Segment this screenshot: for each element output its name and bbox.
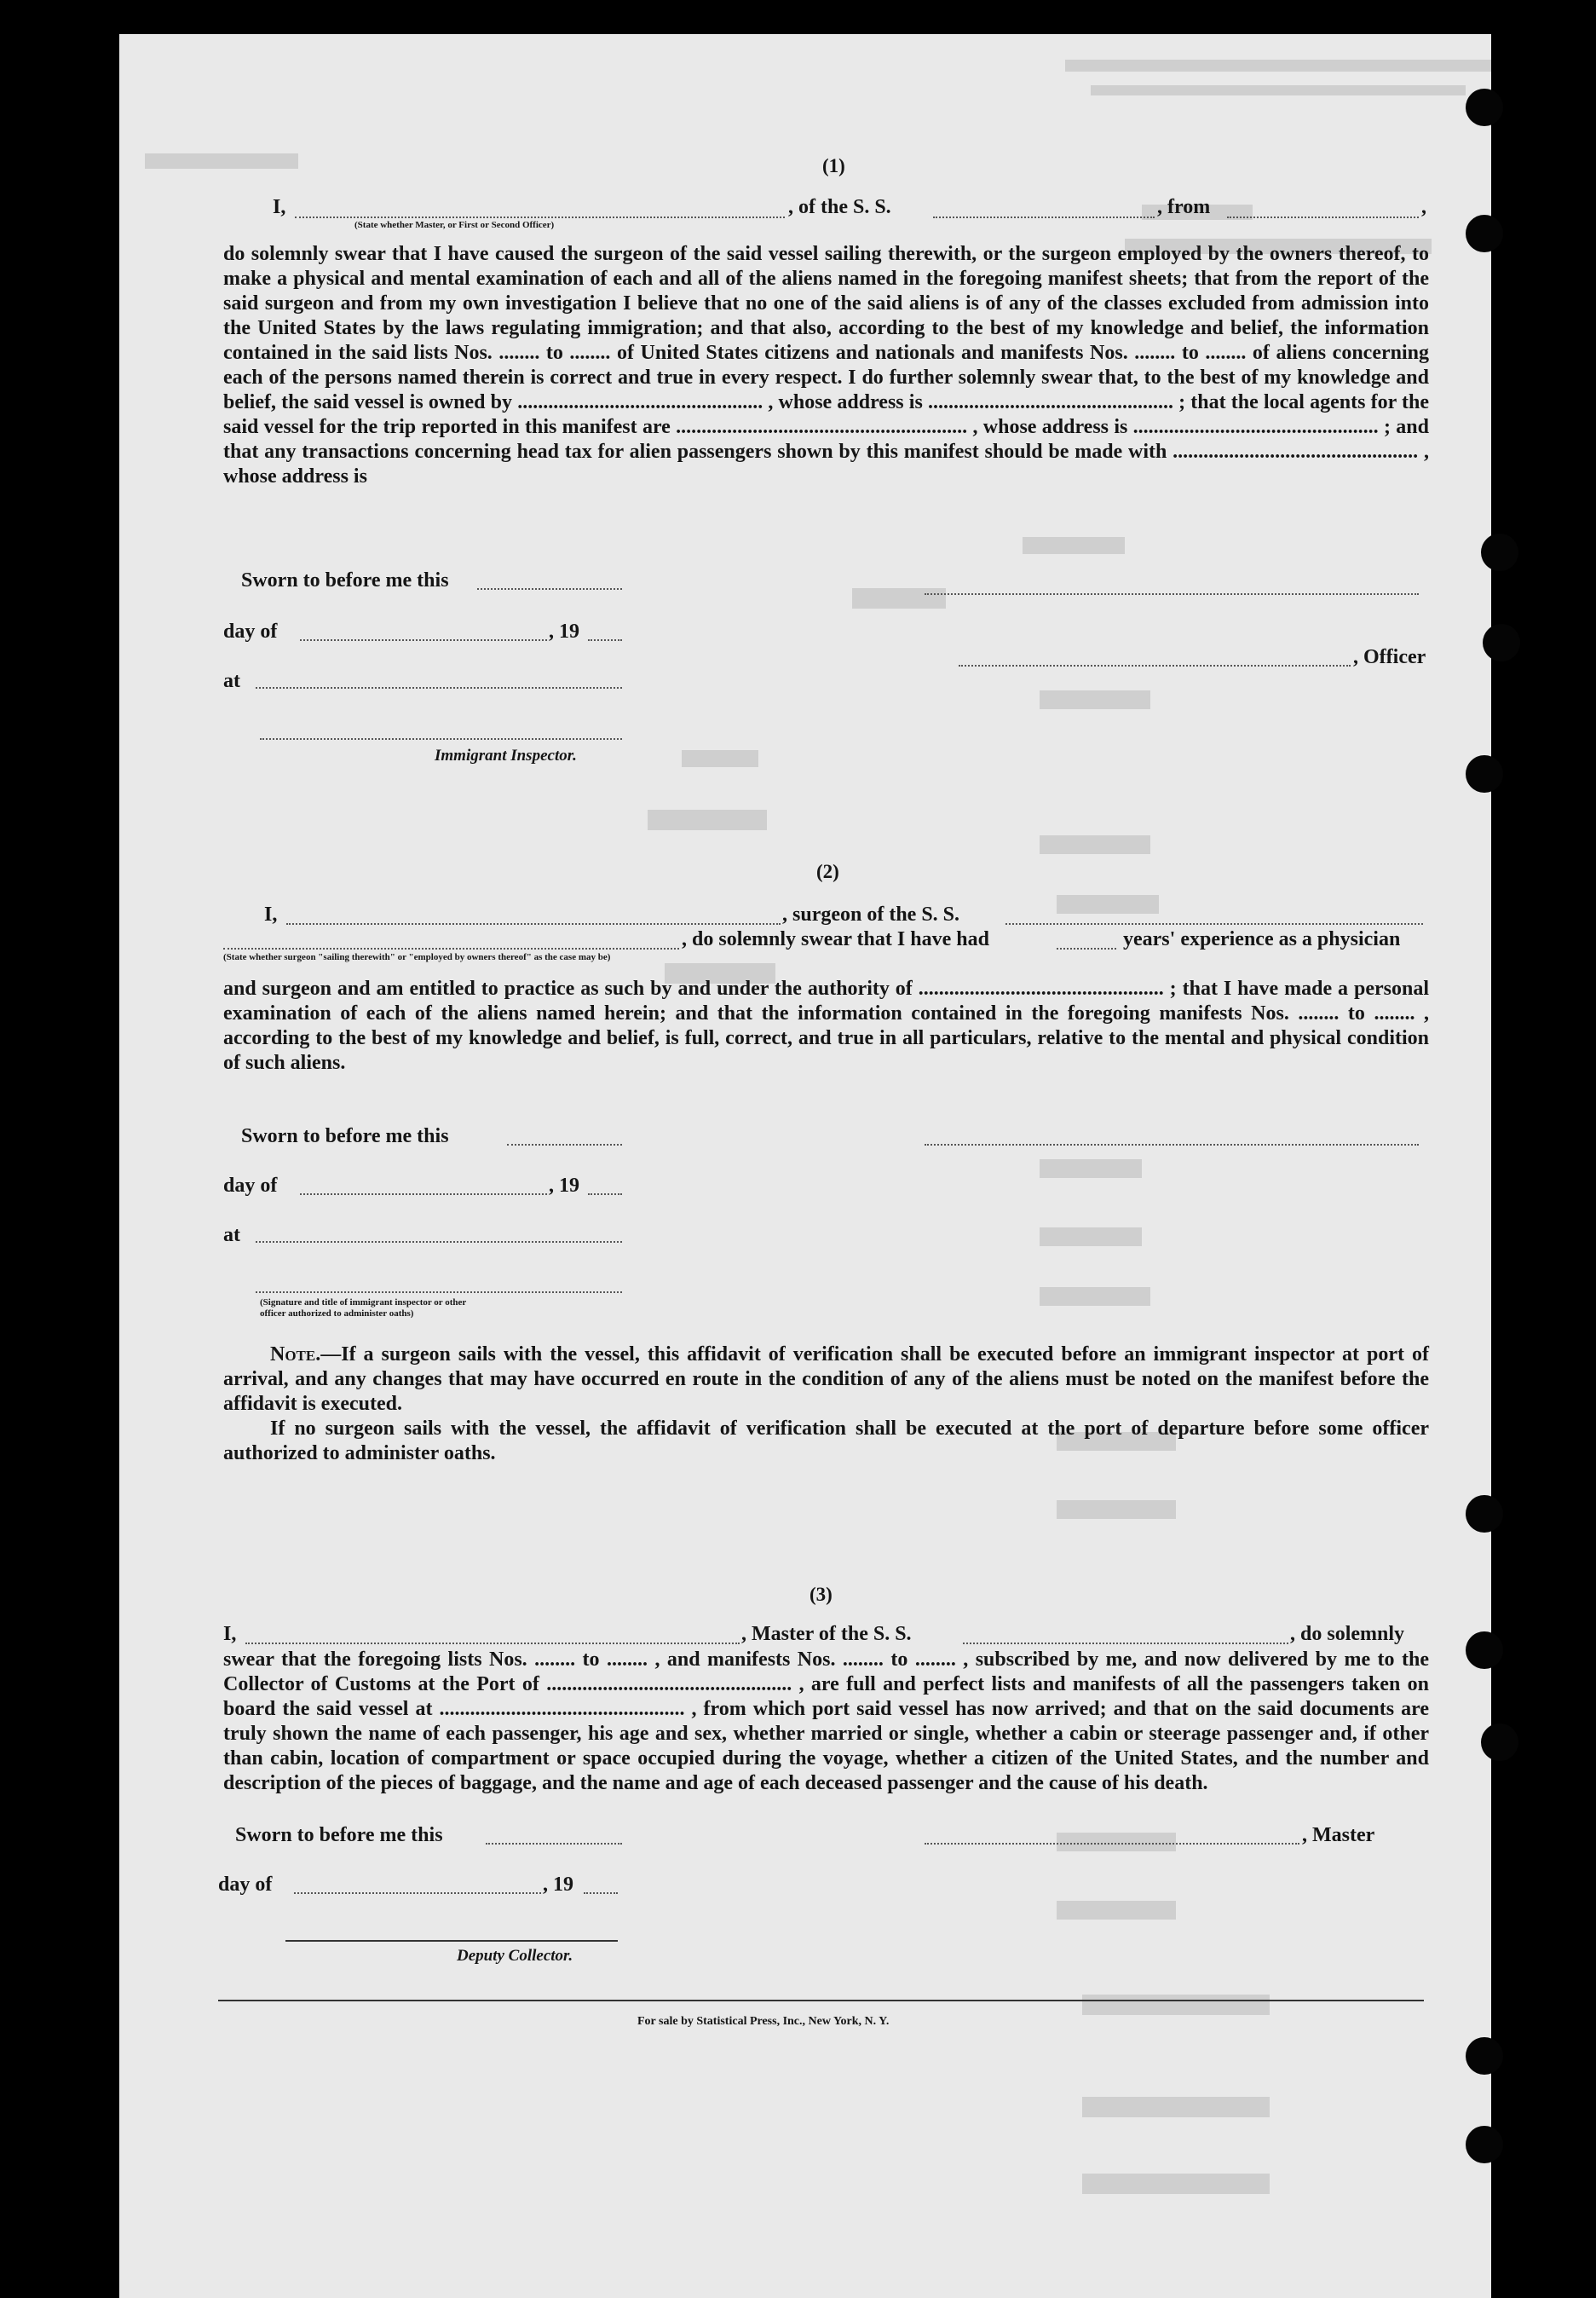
officer-signature-field[interactable] [959, 665, 1351, 667]
years-experience-label: years' experience as a physician [1123, 928, 1401, 950]
surgeon-capacity-note: (State whether surgeon "sailing therewith" or "employed by owners thereof" as the case may be) [223, 952, 611, 962]
section-1-signature-line[interactable] [925, 593, 1419, 595]
section-2-day-of-label: day of [223, 1175, 278, 1197]
section-2-swear-label: , do solemnly swear that I have had [682, 928, 989, 950]
section-2-signature-line[interactable] [925, 1144, 1419, 1146]
manifest-affidavit-page [119, 34, 1491, 2298]
punch-hole [1466, 215, 1503, 252]
section-1-number: (1) [822, 155, 845, 176]
punch-hole [1466, 2037, 1503, 2075]
from-label: , from [1157, 196, 1211, 218]
punch-hole [1466, 1631, 1503, 1669]
section-3-sworn-date-field[interactable] [486, 1843, 622, 1845]
section-1-day-field[interactable] [300, 639, 547, 641]
section-1-i-label: I, [273, 196, 286, 218]
section-2-oath-text: and surgeon and am entitled to practice as such by and under the authority of ................................................ ; that I have made a personal examination of each of the aliens named herein; and that the information contained in the foregoing manifests Nos. ........ to ........ , according to the best of my knowledge and belief, is full, correct, and true in all particulars, relative to the mental and physical condition of such aliens. [223, 978, 1429, 1074]
section-3-number: (3) [810, 1584, 833, 1605]
vessel-name-field[interactable] [933, 217, 1155, 218]
departure-port-field[interactable] [1227, 217, 1419, 218]
section-3-year-label: , 19 [543, 1874, 573, 1896]
section-3-sworn-label: Sworn to before me this [235, 1824, 443, 1846]
section-3-i-label: I, [223, 1623, 237, 1645]
section-1-place-field[interactable] [256, 687, 622, 689]
punch-hole [1466, 1495, 1503, 1533]
section-2-year-field[interactable] [588, 1193, 622, 1195]
vessel-label: , of the S. S. [788, 196, 891, 218]
official-signature-note: (Signature and title of immigrant inspector or other officer authorized to administer oaths) [260, 1297, 467, 1319]
from-comma: , [1421, 196, 1426, 218]
officer-rank-note: (State whether Master, or First or Second Officer) [354, 220, 555, 230]
section-1-sworn-label: Sworn to before me this [241, 569, 449, 592]
section-3-day-of-label: day of [218, 1874, 273, 1896]
section-2-day-field[interactable] [300, 1193, 547, 1195]
note-text-2: If no surgeon sails with the vessel, the affidavit of verification shall be executed at the port of departure before some officer authorized to administer oaths. [223, 1417, 1429, 1464]
footer-rule [218, 2000, 1424, 2001]
master-signature-field[interactable] [925, 1843, 1299, 1845]
section-1-year-field[interactable] [588, 639, 622, 641]
section-2-official-signature-field[interactable] [256, 1291, 622, 1293]
section-2-sworn-label: Sworn to before me this [241, 1125, 449, 1147]
inspector-signature-field[interactable] [260, 738, 622, 740]
officer-rank-field[interactable] [295, 217, 785, 218]
master-name-field[interactable] [245, 1643, 740, 1644]
section-2-year-label: , 19 [549, 1175, 579, 1197]
section-2-number: (2) [816, 861, 839, 882]
section-1-year-label: , 19 [549, 621, 579, 643]
section-2-i-label: I, [264, 904, 278, 926]
collector-signature-line[interactable] [285, 1940, 618, 1942]
note-text-1: —If a surgeon sails with the vessel, this affidavit of verification shall be executed before an immigrant inspector at port of arrival, and any changes that may have occurred en route in the condition of any of the aliens must be noted on the manifest before the affidavit is executed. [223, 1343, 1429, 1415]
punch-hole [1483, 624, 1520, 661]
section-1-day-of-label: day of [223, 621, 278, 643]
note-label: Note. [270, 1343, 321, 1366]
deputy-collector-label: Deputy Collector. [457, 1947, 573, 1965]
section-1-at-label: at [223, 670, 240, 692]
punch-hole [1481, 1724, 1518, 1761]
section-3-swear-label: , do solemnly [1290, 1623, 1405, 1645]
punch-hole [1466, 755, 1503, 793]
surgeon-note-paragraph [223, 1342, 1429, 1417]
publisher-footer: For sale by Statistical Press, Inc., New York, N. Y. [637, 2015, 890, 2028]
section-3-oath-text: swear that the foregoing lists Nos. ........ to ........ , and manifests Nos. ........ to ........ , subscribed by me, and now delivered by me to the Collector of Customs at the Port of ................................................ , are full and perfect lists and manifests of all the passengers taken on board the said vessel at ................................................ , from which port said vessel has now arrived; and that on the said documents are truly shown the name of each passenger, his age and sex, whether married or single, whether a cabin or steerage passenger and, if other than cabin, location of compartment or space occupied during the voyage, whether a citizen of the United States, and the number and description of the pieces of baggage, and the name and age of each deceased passenger and the cause of his death. [223, 1648, 1429, 1794]
years-experience-field[interactable] [1057, 948, 1116, 950]
section-3-day-field[interactable] [294, 1892, 541, 1894]
officer-label: , Officer [1353, 646, 1426, 668]
surgeon-capacity-field[interactable] [223, 948, 679, 950]
section-1-oath-text: do solemnly swear that I have caused the surgeon of the said vessel sailing therewith, or the surgeon employed by the owners thereof, to make a physical and mental examination of each and all of the aliens named in the foregoing manifest sheets; that from the report of the said surgeon and from my own investigation I believe that no one of the said aliens is of any of the classes excluded from admission into the United States by the laws regulating immigration; and that also, according to the best of my knowledge and belief, the information contained in the said lists Nos. ........ to ........ of United States citizens and nationals and manifests Nos. ........ to ........ of aliens concerning each of the persons named therein is correct and true in every respect. I do further solemnly swear that, to the best of my knowledge and belief, the said vessel is owned by ................................................ , whose address is ................................................ ; that the local agents for the said vessel for the trip reported in this manifest are ......................................................... , whose address is ................................................ ; and that any transactions concerning head tax for alien passengers shown by this manifest should be made with ................................................ , whose address is [223, 243, 1429, 488]
punch-hole [1481, 534, 1518, 571]
section-1-sworn-date-field[interactable] [477, 588, 622, 590]
punch-hole [1466, 2126, 1503, 2163]
section-3-vessel-field[interactable] [963, 1643, 1288, 1644]
punch-hole [1466, 89, 1503, 126]
immigrant-inspector-label: Immigrant Inspector. [435, 747, 577, 765]
master-label: , Master [1302, 1824, 1375, 1846]
section-2-place-field[interactable] [256, 1241, 622, 1243]
section-2-vessel-field[interactable] [1005, 923, 1423, 925]
surgeon-of-vessel-label: , surgeon of the S. S. [782, 904, 960, 926]
section-3-year-field[interactable] [584, 1892, 618, 1894]
section-2-sworn-date-field[interactable] [507, 1144, 622, 1146]
master-of-vessel-label: , Master of the S. S. [741, 1623, 912, 1645]
surgeon-name-field[interactable] [286, 923, 781, 925]
section-2-at-label: at [223, 1224, 240, 1246]
